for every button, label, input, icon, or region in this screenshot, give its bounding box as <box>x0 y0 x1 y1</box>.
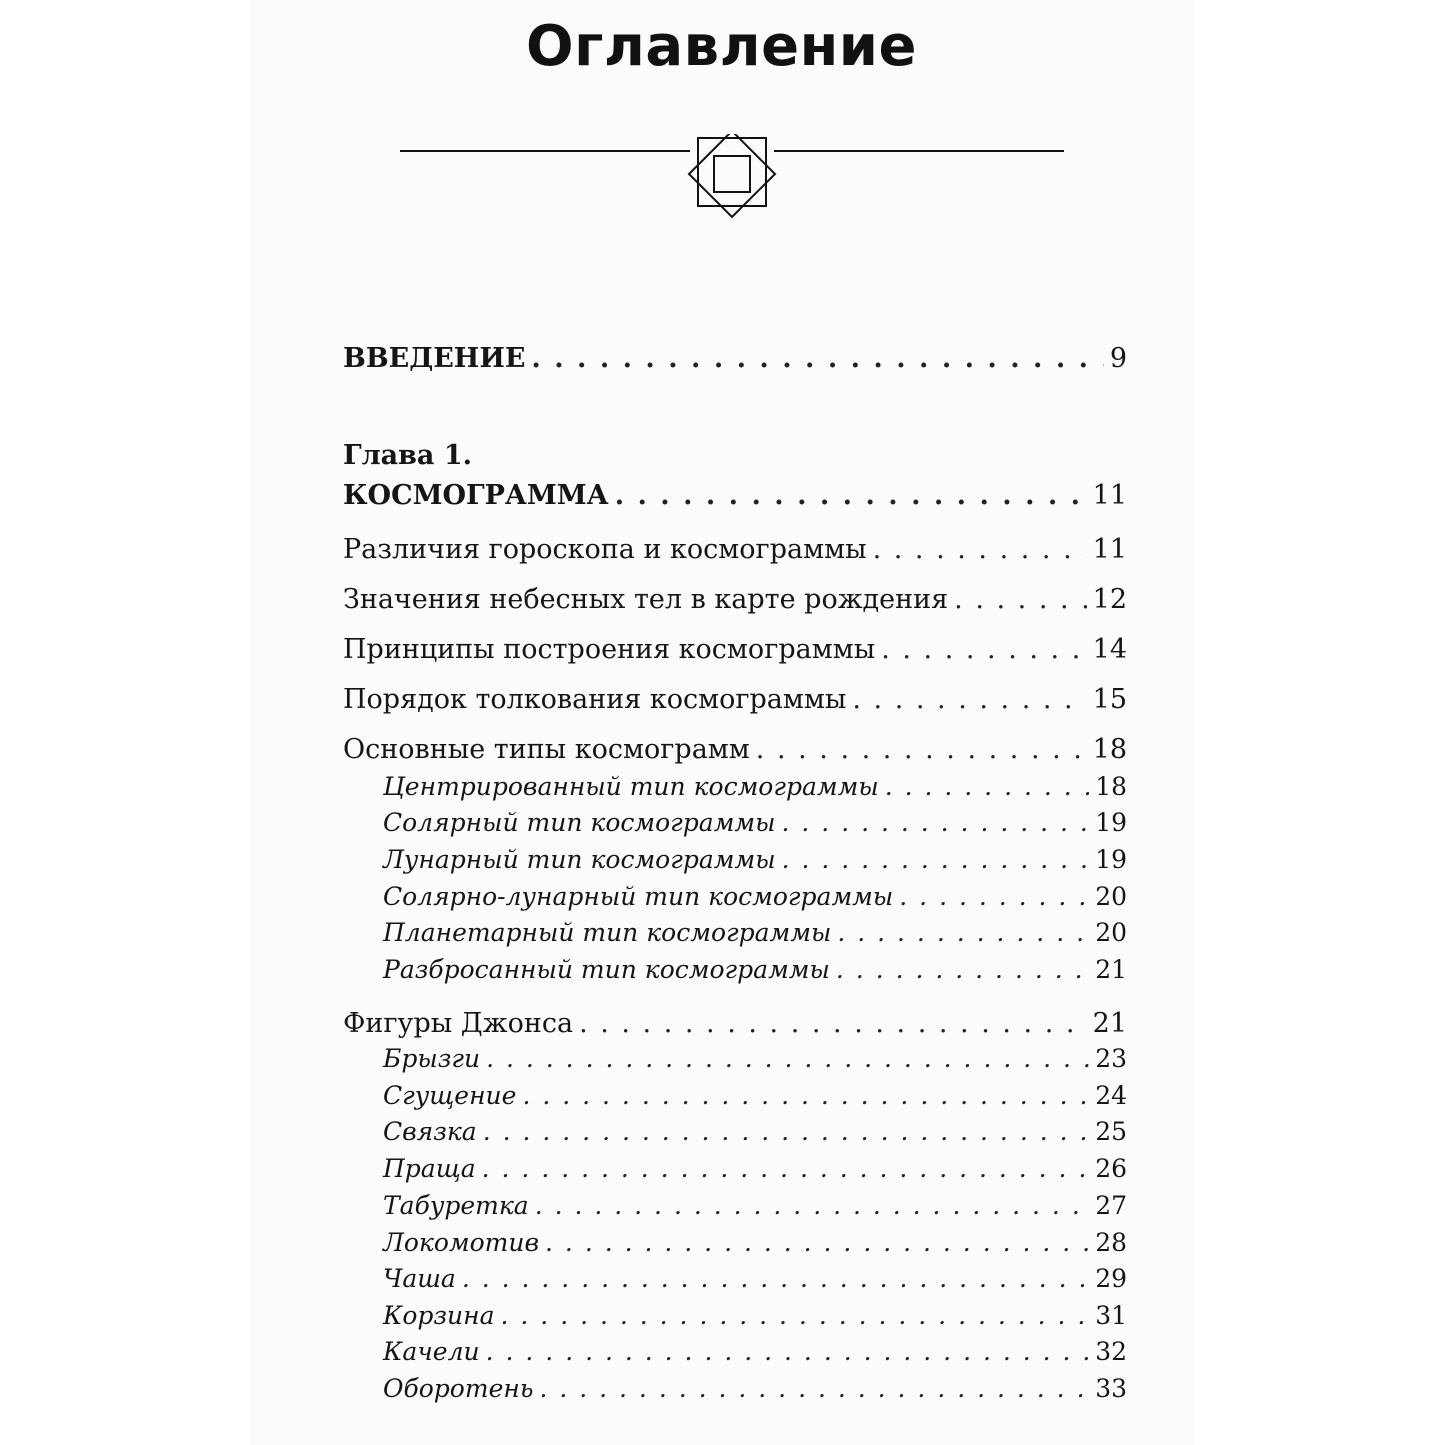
toc-entry-label: Табуретка <box>383 1191 529 1220</box>
toc-subentry[interactable] <box>383 808 1127 837</box>
toc-subentry[interactable] <box>383 772 1127 801</box>
toc-page-number: 19 <box>1095 808 1127 837</box>
toc-page-number: 26 <box>1095 1154 1127 1183</box>
toc-page-number: 33 <box>1095 1374 1127 1403</box>
leader-dots <box>836 955 1089 984</box>
toc-entry[interactable] <box>343 684 1127 715</box>
page-title: Оглавление <box>525 14 917 79</box>
toc-entry-label: Разбросанный тип космограммы <box>383 955 830 984</box>
leader-dots <box>501 1301 1090 1330</box>
leader-dots <box>885 772 1089 801</box>
toc-entry[interactable] <box>343 534 1127 565</box>
toc-page-number: 14 <box>1092 634 1127 665</box>
toc-subentry[interactable] <box>383 955 1127 984</box>
leader-dots <box>462 1264 1089 1293</box>
toc-subentry[interactable] <box>383 1081 1127 1110</box>
toc-page-number: 11 <box>1092 480 1127 511</box>
chapter-heading: Глава 1. <box>343 440 473 471</box>
toc-entry-label: ВВЕДЕНИЕ <box>343 343 526 374</box>
leader-dots <box>545 1228 1089 1257</box>
toc-page-number: 28 <box>1095 1228 1127 1257</box>
toc-entry-label: Центрированный тип космограммы <box>383 772 879 801</box>
leader-dots <box>899 882 1089 911</box>
toc-subentry[interactable] <box>383 1374 1127 1403</box>
toc-subentry[interactable] <box>383 1228 1127 1257</box>
leader-dots <box>782 808 1090 837</box>
toc-entry-label: Основные типы космограмм <box>343 734 750 765</box>
leader-dots <box>782 845 1090 874</box>
toc-entry[interactable] <box>343 1008 1127 1039</box>
toc-entry-label: Праща <box>383 1154 476 1183</box>
toc-subentry[interactable] <box>383 1301 1127 1330</box>
toc-entry-label: КОСМОГРАММА <box>343 480 609 511</box>
leader-dots <box>881 634 1086 665</box>
toc-entry-label: Локомотив <box>383 1228 540 1257</box>
toc-page-number: 19 <box>1095 845 1127 874</box>
toc-page-number: 18 <box>1095 772 1127 801</box>
leader-dots <box>486 1337 1090 1366</box>
toc-page-number: 20 <box>1095 918 1127 947</box>
square-diamond-ornament-icon <box>400 134 1064 226</box>
toc-entry-label: Чаша <box>383 1264 456 1293</box>
toc-entry-label: Солярно-лунарный тип космограммы <box>383 882 894 911</box>
leader-dots <box>482 1154 1090 1183</box>
toc-page-number: 20 <box>1095 882 1127 911</box>
toc-entry-label: Качели <box>383 1337 480 1366</box>
toc-entry-label: Оборотень <box>383 1374 534 1403</box>
leader-dots <box>535 1191 1090 1220</box>
toc-subentry[interactable] <box>383 918 1127 947</box>
toc-page-number: 31 <box>1095 1301 1127 1330</box>
leader-dots <box>837 918 1089 947</box>
toc-entry-label: Принципы построения космограммы <box>343 634 876 665</box>
toc-entry-label: Различия гороскопа и космограммы <box>343 534 867 565</box>
toc-page-number: 24 <box>1095 1081 1127 1110</box>
leader-dots <box>579 1008 1087 1039</box>
leader-dots <box>873 534 1087 565</box>
toc-subentry[interactable] <box>383 1154 1127 1183</box>
toc-entry-label: Связка <box>383 1117 477 1146</box>
toc-subentry[interactable] <box>383 845 1127 874</box>
toc-entry-chapter1[interactable] <box>343 480 1127 511</box>
leader-dots <box>615 480 1087 511</box>
toc-page-number: 29 <box>1095 1264 1127 1293</box>
toc-entry-label: Порядок толкования космограммы <box>343 684 847 715</box>
toc-page-number: 11 <box>1092 534 1127 565</box>
toc-entry-label: Сгущение <box>383 1081 517 1110</box>
toc-entry-intro[interactable] <box>343 343 1127 374</box>
toc-subentry[interactable] <box>383 1264 1127 1293</box>
leader-dots <box>486 1044 1089 1073</box>
leader-dots <box>522 1081 1089 1110</box>
toc-entry-label: Корзина <box>383 1301 495 1330</box>
toc-entry[interactable] <box>343 634 1127 665</box>
toc-page-number: 27 <box>1095 1191 1127 1220</box>
toc-page-number: 18 <box>1092 734 1127 765</box>
leader-dots <box>483 1117 1089 1146</box>
leader-dots <box>954 584 1086 615</box>
toc-subentry[interactable] <box>383 1117 1127 1146</box>
leader-dots <box>756 734 1087 765</box>
toc-page-number: 21 <box>1095 955 1127 984</box>
leader-dots <box>852 684 1086 715</box>
leader-dots <box>539 1374 1089 1403</box>
toc-subentry[interactable] <box>383 882 1127 911</box>
toc-entry-label: Брызги <box>383 1044 481 1073</box>
toc-entry-label: Значения небесных тел в карте рождения <box>343 584 949 615</box>
toc-entry[interactable] <box>343 584 1127 615</box>
toc-entry-label: Планетарный тип космограммы <box>383 918 832 947</box>
leader-dots <box>531 343 1103 374</box>
toc-page-number: 9 <box>1109 343 1127 374</box>
toc-subentry[interactable] <box>383 1044 1127 1073</box>
toc-entry-label: Лунарный тип космограммы <box>383 845 776 874</box>
toc-page-number: 23 <box>1095 1044 1127 1073</box>
toc-page-number: 21 <box>1092 1008 1127 1039</box>
toc-page-number: 25 <box>1095 1117 1127 1146</box>
toc-entry[interactable] <box>343 734 1127 765</box>
toc-page-number: 32 <box>1095 1337 1127 1366</box>
toc-entry-label: Солярный тип космограммы <box>383 808 776 837</box>
toc-subentry[interactable] <box>383 1337 1127 1366</box>
toc-entry-label: Фигуры Джонса <box>343 1008 574 1039</box>
book-page <box>250 0 1193 1445</box>
toc-page-number: 15 <box>1092 684 1127 715</box>
toc-subentry[interactable] <box>383 1191 1127 1220</box>
toc-page-number: 12 <box>1092 584 1127 615</box>
